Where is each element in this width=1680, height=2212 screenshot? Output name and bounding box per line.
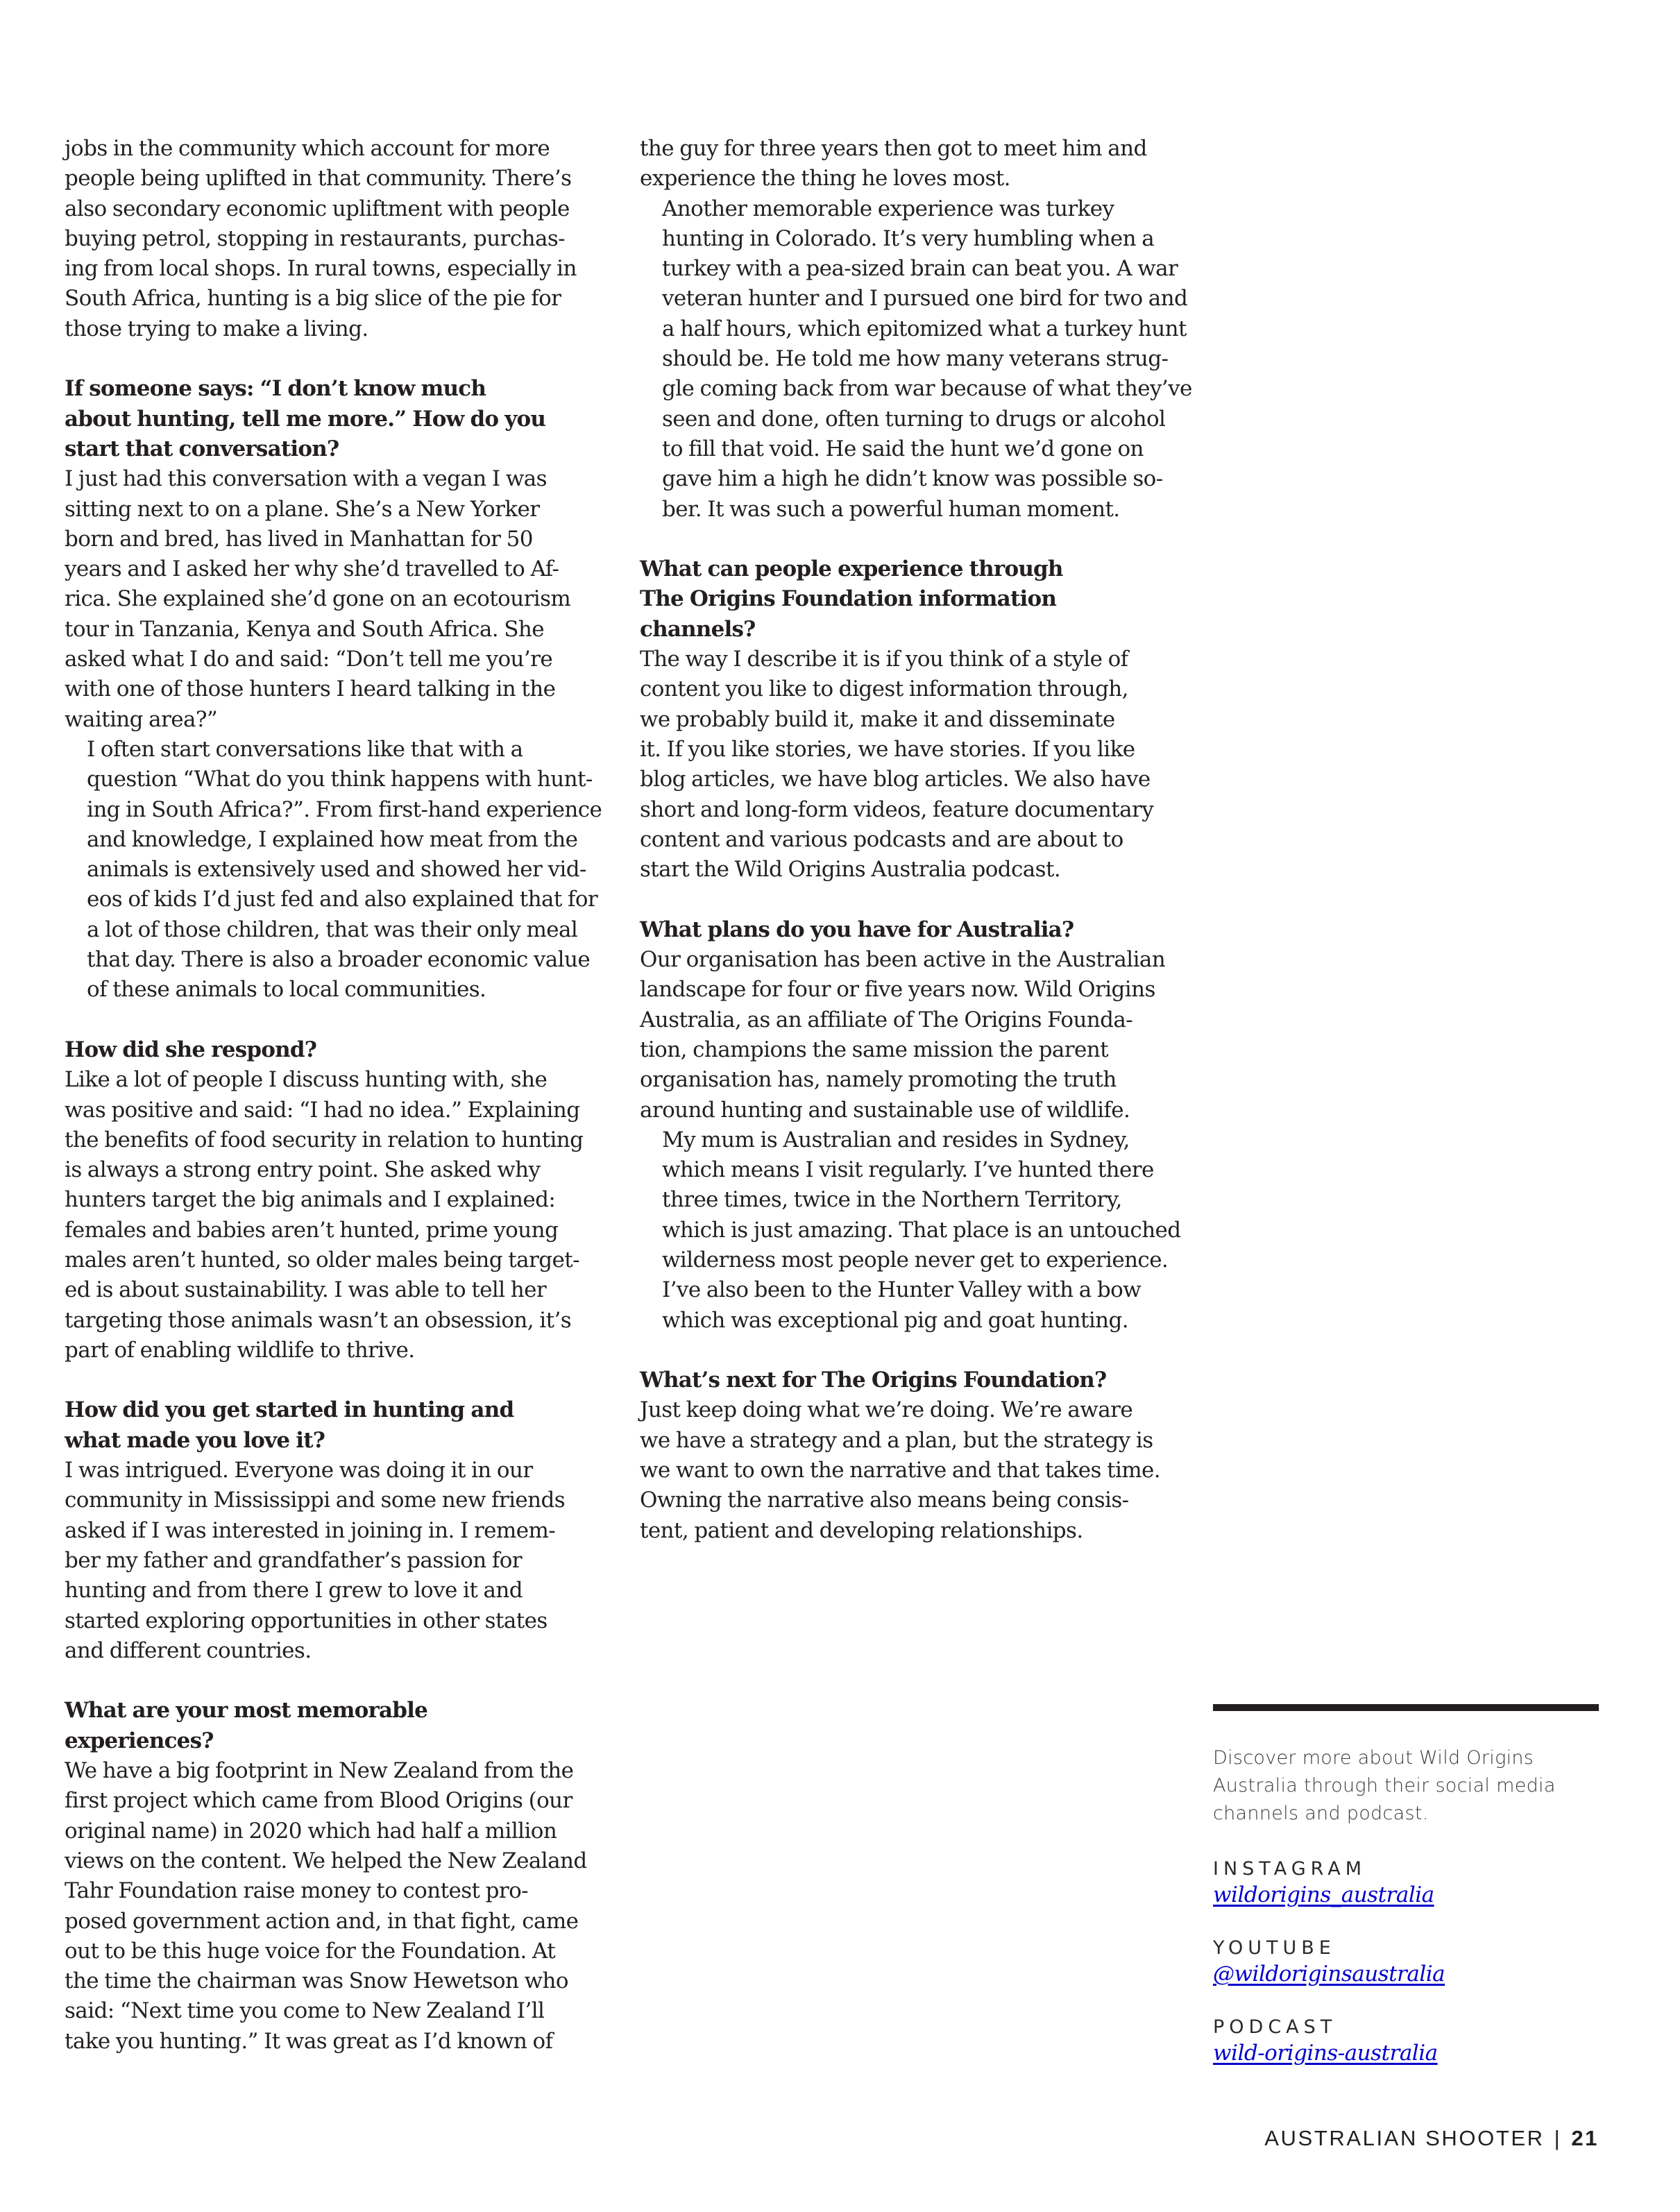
text-line: years and I asked her why she’d travelled to Af- [65,556,559,582]
text-line: targeting those animals wasn’t an obsession, it’s [65,1307,572,1333]
text-line: three times, twice in the Northern Territory, [662,1187,1122,1213]
text-line: views on the content. We helped the New Zealand [65,1848,587,1873]
text-line: gave him a high he didn’t know was possible so- [662,466,1163,492]
text-line: posed government action and, in that fight, came [65,1908,579,1934]
text-line: started exploring opportunities in other states [65,1608,548,1633]
interview-question [640,915,1181,945]
text-line: tent, patient and developing relationships. [640,1517,1083,1543]
answer-paragraph [640,134,1181,194]
social-podcast [1213,2016,1599,2068]
text-line: South Africa, hunting is a big slice of the pie for [65,286,561,312]
text-line: Another memorable experience was turkey [662,196,1114,221]
text-line: animals is extensively used and showed her vid- [87,857,586,883]
answer-paragraph [65,1456,606,1666]
text-line: people being uplifted in that community. There’s [65,166,572,192]
text-line: about hunting, tell me more.” How do you [65,406,546,432]
text-line: it. If you like stories, we have stories. If you like [640,736,1135,762]
answer-paragraph [65,1065,606,1366]
text-line: and knowledge, I explained how meat from the [87,826,578,852]
text-line: we want to own the narrative and that takes time. [640,1458,1161,1483]
text-line: experiences? [65,1728,214,1753]
text-line: channels? [640,616,756,642]
text-line: first project which came from Blood Origins (our [65,1788,572,1814]
text-line: turkey with a pea-sized brain can beat you. A war [662,256,1178,282]
text-line: waiting area?” [65,706,218,732]
text-line: what made you love it? [65,1427,325,1453]
text-line: What plans do you have for Australia? [640,917,1074,942]
answer-paragraph [640,645,1181,885]
text-line: take you hunting.” It was great as I’d known of [65,2028,553,2054]
text-line: hunters target the big animals and I explained: [65,1187,556,1213]
text-line: is always a strong entry point. She asked why [65,1157,541,1183]
text-line: asked what I do and said: “Don’t tell me you’re [65,647,553,672]
text-line: born and bred, has lived in Manhattan for 50 [65,526,533,552]
text-line: short and long-form videos, feature documentary [640,797,1154,822]
text-line: and different countries. [65,1637,312,1663]
text-line: which means I visit regularly. I’ve hunted there [662,1157,1154,1183]
page-footer [1248,2126,1599,2151]
text-line: wilderness most people never get to experience. [662,1247,1169,1273]
social-instagram [1213,1858,1599,1909]
instagram-label: INSTAGRAM [1213,1858,1367,1880]
text-line: said: “Next time you come to New Zealand I’ll [65,1998,545,2024]
text-line: I just had this conversation with a vegan I was [65,466,547,492]
text-line: My mum is Australian and resides in Sydney, [662,1127,1130,1152]
text-line: content and various podcasts and are about to [640,826,1123,852]
text-line: we probably build it, make it and disseminate [640,706,1115,732]
text-line: of these animals to local communities. [87,977,486,1003]
text-line: content you like to digest information through, [640,677,1128,702]
social-youtube [1213,1937,1599,1989]
text-line: hunting in Colorado. It’s very humbling when a [662,226,1155,251]
text-line: community in Mississippi and some new friends [65,1488,566,1513]
interview-question [65,374,606,464]
text-line: part of enabling wildlife to thrive. [65,1337,415,1363]
text-line: around hunting and sustainable use of wildlife. [640,1097,1130,1123]
text-line: eos of kids I’d just fed and also explained that for [87,887,598,912]
text-line: the benefits of food security in relation to hunting [65,1127,584,1152]
text-line: I’ve also been to the Hunter Valley with a bow [662,1277,1142,1303]
text-line: Like a lot of people I discuss hunting with, she [65,1067,548,1093]
answer-paragraph [640,194,1192,525]
text-line: What’s next for The Origins Foundation? [640,1368,1107,1393]
youtube-label: YOUTUBE [1213,1937,1336,1959]
sidebar-intro-text: Discover more about Wild Origins Australia through their social media channels and podcast. [1213,1747,1556,1824]
text-line: start the Wild Origins Australia podcast. [640,857,1061,883]
text-line: What are your most memorable [65,1698,428,1724]
text-line: females and babies aren’t hunted, prime young [65,1217,559,1243]
text-line: which is just amazing. That place is an untouched [662,1217,1181,1243]
text-line: Our organisation has been active in the Australian [640,947,1166,973]
text-line: ed is about sustainability. I was able to tell her [65,1277,547,1303]
text-line: asked if I was interested in joining in. I remem- [65,1517,556,1543]
text-line: ing from local shops. In rural towns, especially in [65,256,577,282]
text-line: we have a strategy and a plan, but the strategy is [640,1427,1153,1453]
text-line: those trying to make a living. [65,316,368,341]
text-line: which was exceptional pig and goat hunting. [662,1307,1129,1333]
sidebar-divider [1213,1704,1599,1711]
page-number: 21 [1571,2126,1599,2150]
text-line: If someone says: “I don’t know much [65,376,486,402]
text-line: should be. He told me how many veterans strug- [662,346,1169,372]
text-line: start that conversation? [65,436,339,461]
answer-paragraph [640,1125,1181,1336]
text-line: landscape for four or five years now. Wild Origins [640,977,1155,1003]
text-line: The way I describe it is if you think of a style of [640,647,1128,672]
instagram-link[interactable]: wildorigins_australia [1213,1882,1434,1907]
text-line: rica. She explained she’d gone on an ecotourism [65,586,571,612]
text-line: I often start conversations like that with a [87,736,523,762]
interview-question [65,1035,606,1065]
text-line: question “What do you think happens with hunt- [87,767,593,792]
text-line: organisation has, namely promoting the truth [640,1067,1117,1093]
text-line: that day. There is also a broader economic value [87,947,591,973]
text-line: out to be this huge voice for the Foundation. At [65,1938,556,1964]
text-line: also secondary economic upliftment with people [65,196,570,221]
text-line: What can people experience through [640,556,1063,582]
footer-separator: | [1554,2126,1562,2150]
article-column-right [640,134,1192,1546]
podcast-link[interactable]: wild-origins-australia [1213,2041,1438,2066]
text-line: We have a big footprint in New Zealand from the [65,1758,574,1784]
text-line: ing in South Africa?”. From first-hand experience [87,797,602,822]
text-line: veteran hunter and I pursued one bird for two and [662,286,1188,312]
publication-name: AUSTRALIAN SHOOTER [1264,2126,1545,2150]
text-line: was positive and said: “I had no idea.” Explaining [65,1097,580,1123]
text-line: The Origins Foundation information [640,586,1057,612]
text-line: hunting and from there I grew to love it and [65,1578,523,1603]
text-line: Owning the narrative also means being consis- [640,1488,1129,1513]
youtube-link[interactable]: @wildoriginsaustralia [1213,1962,1445,1986]
answer-paragraph [65,735,606,1005]
article-column-left [65,134,606,2057]
text-line: males aren’t hunted, so older males being target- [65,1247,579,1273]
text-line: Australia, as an affiliate of The Origins Founda- [640,1007,1133,1032]
text-line: to fill that void. He said the hunt we’d gone on [662,436,1144,461]
text-line: the time the chairman was Snow Hewetson who [65,1968,568,1994]
text-line: with one of those hunters I heard talking in the [65,677,556,702]
text-line: How did you get started in hunting and [65,1397,514,1423]
text-line: Tahr Foundation raise money to contest pro- [65,1878,529,1904]
text-line: original name) in 2020 which had half a million [65,1818,557,1844]
text-line: buying petrol, stopping in restaurants, purchas- [65,226,566,251]
interview-question [640,1366,1181,1395]
text-line: jobs in the community which account for more [65,136,550,161]
text-line: experience the thing he loves most. [640,166,1010,192]
text-line: ber my father and grandfather’s passion for [65,1547,522,1573]
answer-paragraph [65,134,606,344]
text-line: tion, champions the same mission the parent [640,1037,1108,1062]
interview-question [640,554,1181,645]
answer-paragraph [640,945,1181,1125]
social-sidebar [1213,1704,1599,2068]
text-line: ber. It was such a powerful human moment. [662,496,1120,522]
text-line: Just keep doing what we’re doing. We’re aware [640,1397,1133,1423]
podcast-label: PODCAST [1213,2016,1337,2038]
answer-paragraph [65,464,606,735]
text-line: sitting next to on a plane. She’s a New Yorker [65,496,540,522]
text-line: seen and done, often turning to drugs or alcohol [662,406,1166,432]
text-line: a lot of those children, that was their only meal [87,917,578,942]
interview-question [65,1395,606,1456]
answer-paragraph [65,1756,606,2057]
text-line: How did she respond? [65,1037,317,1062]
text-line: tour in Tanzania, Kenya and South Africa. She [65,616,545,642]
answer-paragraph [640,1395,1181,1545]
text-line: the guy for three years then got to meet him and [640,136,1147,161]
text-line: gle coming back from war because of what they’ve [662,376,1192,402]
text-line: blog articles, we have blog articles. We also have [640,767,1151,792]
interview-question [65,1696,606,1756]
text-line: a half hours, which epitomized what a turkey hunt [662,316,1187,341]
text-line: I was intrigued. Everyone was doing it in our [65,1458,533,1483]
